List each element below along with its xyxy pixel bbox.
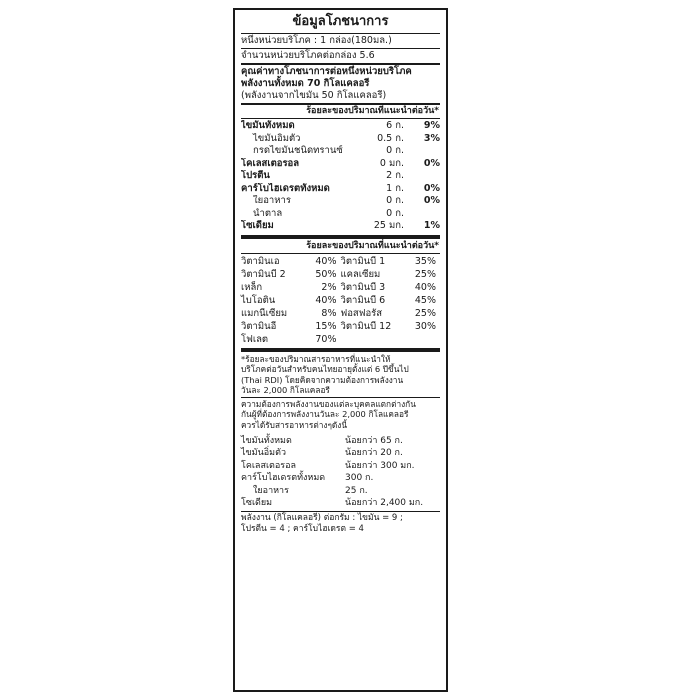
servings-per-container: จำนวนหน่วยบริโภคต่อกล่อง 5.6 xyxy=(241,50,375,61)
footnote-line: *ร้อยละของปริมาณสารอาหารที่แนะนำให้ xyxy=(241,353,391,364)
nutrient-percent: 0% xyxy=(423,182,440,194)
daily-value-name: โซเดียม xyxy=(241,498,273,509)
nutrient-row xyxy=(241,208,440,221)
daily-value-name: ไขมันอิ่มตัว xyxy=(241,448,286,459)
nutrient-percent: 1% xyxy=(423,220,440,231)
footnote-line: (Thai RDI) โดยคิดจากความต้องการพลังงาน xyxy=(241,374,404,385)
daily-value-row xyxy=(241,485,440,498)
nutrition-facts-panel xyxy=(233,8,448,692)
nutrient-row xyxy=(241,158,440,171)
vitamin-row xyxy=(241,281,440,294)
vitamin-percent: 35% xyxy=(414,255,436,267)
nutrient-percent: 9% xyxy=(423,120,440,131)
daily-value-row xyxy=(241,472,440,485)
energy-note-line: ควรได้รับสารอาหารต่างๆดังนี้ xyxy=(241,420,348,431)
nutrient-row xyxy=(241,220,440,233)
vitamin-row xyxy=(241,307,440,320)
nutrient-percent: 0% xyxy=(423,195,440,206)
vitamin-percent: 40% xyxy=(315,255,337,267)
vitamin-name: วิตามินบี 3 xyxy=(340,281,386,293)
nutrient-name: ไขมันอิ่มตัว xyxy=(253,132,301,144)
calorie-conversion-line: โปรตีน = 4 ; คาร์โบไฮเดรต = 4 xyxy=(241,523,364,534)
vitamin-row xyxy=(241,268,440,281)
vitamin-name: แมกนีเซียม xyxy=(241,307,288,319)
vitamin-row xyxy=(241,294,440,307)
daily-value-amount: น้อยกว่า 20 ก. xyxy=(345,448,403,459)
daily-value-heading: ร้อยละของปริมาณที่แนะนำต่อวัน* xyxy=(306,106,439,116)
calories-from-fat: (พลังงานจากไขมัน 50 กิโลแคลอรี) xyxy=(241,90,387,101)
daily-value-name: ไขมันทั้งหมด xyxy=(241,435,292,446)
footnote-line: วันละ 2,000 กิโลแคลอรี xyxy=(241,385,330,396)
nutrient-row xyxy=(241,120,440,133)
vitamin-name: วิตามินบี 12 xyxy=(340,320,392,332)
vitamin-percent: 45% xyxy=(414,294,436,306)
vitamin-name: ฟอสฟอรัส xyxy=(340,307,383,319)
divider-serving-size xyxy=(241,48,440,49)
vitamin-name: แคลเซียม xyxy=(340,268,381,280)
divider-nutrients xyxy=(241,235,440,239)
nutrient-name: คาร์โบไฮเดรตทั้งหมด xyxy=(241,182,330,194)
calories-total: พลังงานทั้งหมด 70 กิโลแคลอรี xyxy=(241,78,370,89)
nutrient-amount: 2 ก. xyxy=(386,170,404,181)
vitamin-row xyxy=(241,255,440,268)
vitamin-name: โฟเลต xyxy=(241,333,269,345)
daily-value-row xyxy=(241,497,440,510)
daily-value-amount: 300 ก. xyxy=(345,473,374,484)
vitamin-name: วิตามินอี xyxy=(241,320,277,332)
vitamin-percent: 2% xyxy=(321,281,337,293)
nutrient-amount: 0 ก. xyxy=(386,145,404,156)
energy-note-line: กันผู้ที่ต้องการพลังงานวันละ 2,000 กิโลแคลอรี xyxy=(241,409,409,420)
footnote-line: บริโภคต่อวันสำหรับคนไทยอายุตั้งแต่ 6 ปีขึ้นไป xyxy=(241,364,409,375)
nutrient-amount: 1 ก. xyxy=(386,182,404,194)
vitamin-name: วิตามินบี 2 xyxy=(241,268,286,280)
daily-value-name: โคเลสเตอรอล xyxy=(241,460,297,471)
nutrient-amount: 25 มก. xyxy=(373,220,404,231)
vitamin-name: เหล็ก xyxy=(241,281,263,293)
nutrient-name: ไขมันทั้งหมด xyxy=(241,120,295,131)
nutrient-row xyxy=(241,145,440,158)
vitamin-row xyxy=(241,320,440,333)
calorie-conversion-line: พลังงาน (กิโลแคลอรี) ต่อกรัม : ไขมัน = 9 ; xyxy=(241,512,403,523)
vitamin-percent: 40% xyxy=(315,294,337,306)
divider-servings xyxy=(241,63,440,65)
nutrient-name: น้ำตาล xyxy=(253,207,283,219)
divider-vitamins xyxy=(241,348,440,352)
vitamin-percent: 25% xyxy=(414,268,436,280)
energy-note-line: ความต้องการพลังงานของแต่ละบุคคลแตกต่างกัน xyxy=(241,398,416,409)
page-title: ข้อมูลโภชนาการ xyxy=(292,14,389,29)
vitamin-name: วิตามินบี 6 xyxy=(340,294,386,306)
nutrient-row xyxy=(241,170,440,183)
nutrient-name: ใยอาหาร xyxy=(253,195,291,206)
nutrient-percent: 3% xyxy=(423,132,440,144)
divider-title xyxy=(241,33,440,34)
nutrient-amount: 0 ก. xyxy=(386,195,404,206)
nutrient-name: โปรตีน xyxy=(241,170,270,181)
amount-per-serving-heading: คุณค่าทางโภชนาการต่อหนึ่งหน่วยบริโภค xyxy=(241,66,412,77)
daily-value-amount: 25 ก. xyxy=(345,485,368,496)
daily-value-amount: น้อยกว่า 2,400 มก. xyxy=(345,498,424,509)
vitamin-percent: 15% xyxy=(315,320,337,332)
daily-value-amount: น้อยกว่า 300 มก. xyxy=(345,460,415,471)
divider-dv-heading xyxy=(241,118,440,119)
nutrient-percent: 0% xyxy=(423,157,440,169)
daily-value-amount: น้อยกว่า 65 ก. xyxy=(345,435,403,446)
vitamin-percent: 40% xyxy=(414,281,436,293)
nutrient-amount: 0 ก. xyxy=(386,207,404,219)
vitamin-row xyxy=(241,333,440,346)
nutrient-amount: 0.5 ก. xyxy=(377,132,404,144)
vitamin-name: ไบโอติน xyxy=(241,294,276,306)
nutrient-row xyxy=(241,183,440,196)
nutrient-row xyxy=(241,133,440,146)
vitamin-name: วิตามินบี 1 xyxy=(340,255,386,267)
vitamin-percent: 30% xyxy=(414,320,436,332)
vitamin-daily-value-heading: ร้อยละของปริมาณที่แนะนำต่อวัน* xyxy=(306,240,439,251)
daily-value-row xyxy=(241,435,440,448)
serving-size: หนึ่งหน่วยบริโภค : 1 กล่อง(180มล.) xyxy=(241,35,392,46)
nutrient-name: กรดไขมันชนิดทรานซ์ xyxy=(253,145,343,156)
nutrient-amount: 6 ก. xyxy=(386,120,404,131)
daily-value-row xyxy=(241,460,440,473)
nutrient-row xyxy=(241,195,440,208)
divider-daily-values xyxy=(241,511,440,512)
divider-calories xyxy=(241,103,440,105)
nutrient-amount: 0 มก. xyxy=(379,157,404,169)
nutrient-name: โซเดียม xyxy=(241,220,274,231)
daily-value-row xyxy=(241,447,440,460)
vitamin-percent: 8% xyxy=(321,307,337,319)
divider-vitamin-heading xyxy=(241,253,440,254)
vitamin-percent: 50% xyxy=(315,268,337,280)
vitamin-percent: 70% xyxy=(315,333,337,345)
vitamin-percent: 25% xyxy=(414,307,436,319)
vitamin-name: วิตามินเอ xyxy=(241,255,280,267)
divider-footnote xyxy=(241,397,440,398)
daily-value-name: คาร์โบไฮเดรตทั้งหมด xyxy=(241,473,326,484)
nutrient-name: โคเลสเตอรอล xyxy=(241,157,300,169)
daily-value-name: ใยอาหาร xyxy=(253,485,289,496)
